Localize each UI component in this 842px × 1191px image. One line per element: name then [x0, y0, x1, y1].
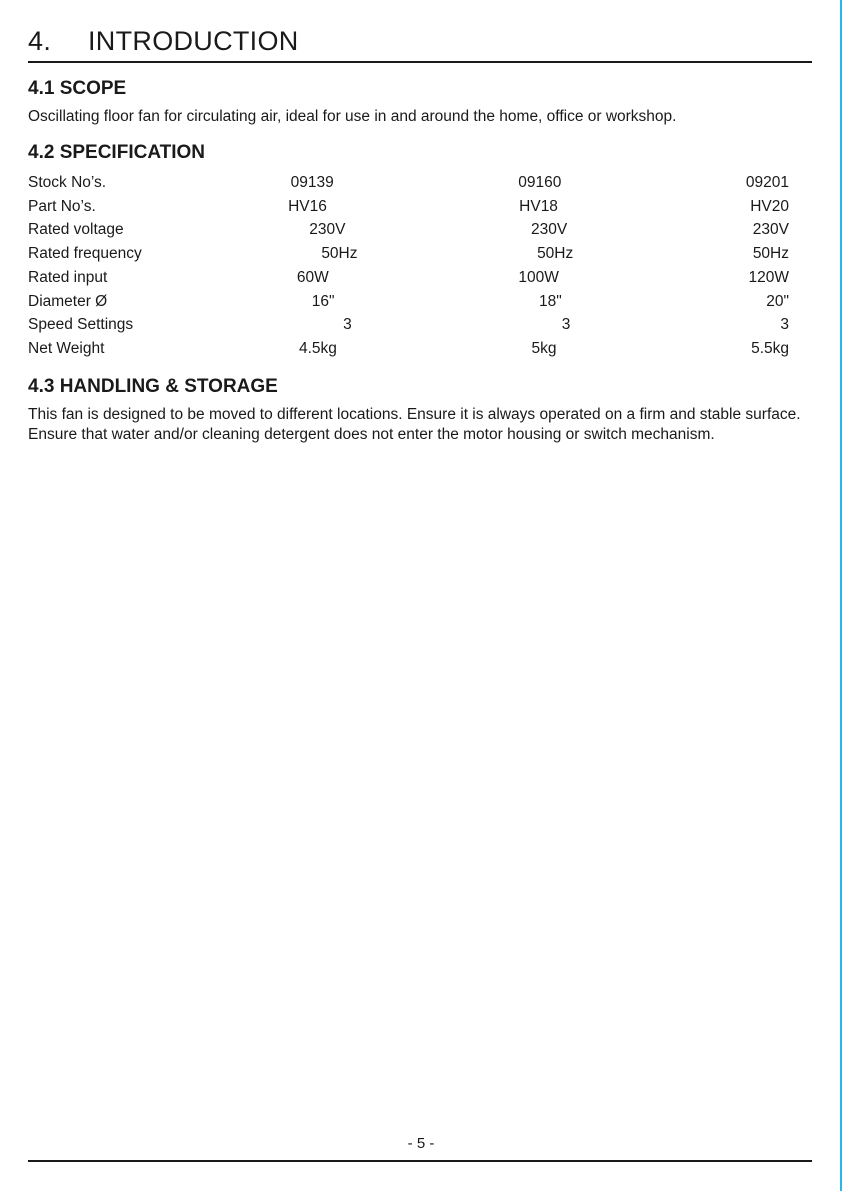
spec-value: 20" [766, 292, 789, 310]
dot-leader [560, 198, 748, 212]
scope-text: Oscillating floor fan for circulating air, ideal for use in and around the home, office or workshop. [28, 108, 677, 125]
dot-leader [569, 221, 751, 235]
spec-value: 50Hz [537, 245, 574, 263]
dot-leader [106, 340, 297, 354]
spec-value: 3 [561, 316, 571, 334]
spec-value: HV18 [519, 197, 558, 215]
dot-leader [329, 198, 517, 212]
dot-leader [126, 221, 308, 235]
specification-table [28, 171, 789, 361]
spec-value: 230V [309, 221, 346, 239]
dot-leader [575, 245, 751, 259]
spec-row-frequency [28, 242, 789, 266]
dot-leader [563, 174, 744, 188]
dot-leader [347, 221, 529, 235]
spec-value: 4.5kg [298, 339, 337, 357]
spec-label: Rated frequency [28, 245, 142, 263]
spec-row-diameter [28, 290, 789, 314]
spec-row-weight [28, 337, 789, 361]
specification-heading: 4.2 SPECIFICATION [28, 142, 206, 163]
dot-leader [561, 269, 747, 283]
spec-value: 3 [780, 316, 790, 334]
spec-row-stock [28, 171, 789, 195]
spec-value: HV16 [288, 197, 327, 215]
spec-label: Rated input [28, 268, 108, 286]
handling-heading: 4.3 HANDLING & STORAGE [28, 375, 278, 397]
dot-leader [331, 269, 517, 283]
spec-value: 60W [296, 268, 329, 286]
spec-label: Part No’s. [28, 197, 96, 215]
dot-leader [109, 269, 295, 283]
spec-value: 120W [748, 268, 789, 286]
spec-value: 09201 [745, 174, 789, 191]
spec-value: 100W [518, 268, 559, 286]
spec-row-input [28, 266, 789, 290]
dot-leader [559, 340, 750, 354]
spec-label: Stock No’s. [28, 174, 107, 191]
dot-leader [336, 174, 517, 188]
dot-leader [108, 174, 289, 188]
spec-label: Net Weight [28, 339, 105, 357]
spec-value: 18" [539, 292, 562, 310]
spec-value: 230V [752, 221, 789, 239]
spec-value: 50Hz [752, 245, 789, 263]
page-content [28, 0, 812, 445]
chapter-heading [28, 25, 812, 63]
dot-leader [339, 340, 530, 354]
dot-leader [354, 316, 560, 330]
dot-leader [144, 245, 320, 259]
dot-leader [564, 293, 765, 307]
spec-value: 09139 [290, 174, 334, 191]
dot-leader [337, 293, 538, 307]
spec-row-part [28, 195, 789, 219]
spec-value: 09160 [518, 174, 562, 191]
spec-label: Speed Settings [28, 316, 134, 334]
handling-text: This fan is designed to be moved to different locations. Ensure it is always operated on a firm and stable surface. Ensure that water and/or cleaning detergent does not enter the motor housing or switch mechanism. [28, 405, 801, 443]
dot-leader [98, 198, 286, 212]
scope-heading: 4.1 SCOPE [28, 78, 127, 99]
spec-value: 50Hz [321, 245, 358, 263]
footer-rule [28, 1160, 812, 1162]
spec-value: 5kg [531, 339, 557, 357]
spec-value: 3 [343, 316, 352, 334]
page-number: - 5 - [407, 1135, 435, 1152]
dot-leader [572, 316, 778, 330]
dot-leader [109, 293, 310, 307]
spec-value: 5.5kg [751, 339, 790, 357]
spec-row-voltage [28, 218, 789, 242]
spec-label: Rated voltage [28, 221, 124, 239]
spec-value: HV20 [750, 197, 790, 215]
chapter-number: 4. [28, 26, 52, 56]
dot-leader [360, 245, 536, 259]
chapter-title: INTRODUCTION [88, 26, 299, 56]
spec-row-speed [28, 313, 789, 337]
dot-leader [135, 316, 341, 330]
spec-value: 230V [531, 221, 568, 239]
spec-label: Diameter Ø [28, 292, 108, 310]
spec-value: 16" [311, 292, 335, 310]
